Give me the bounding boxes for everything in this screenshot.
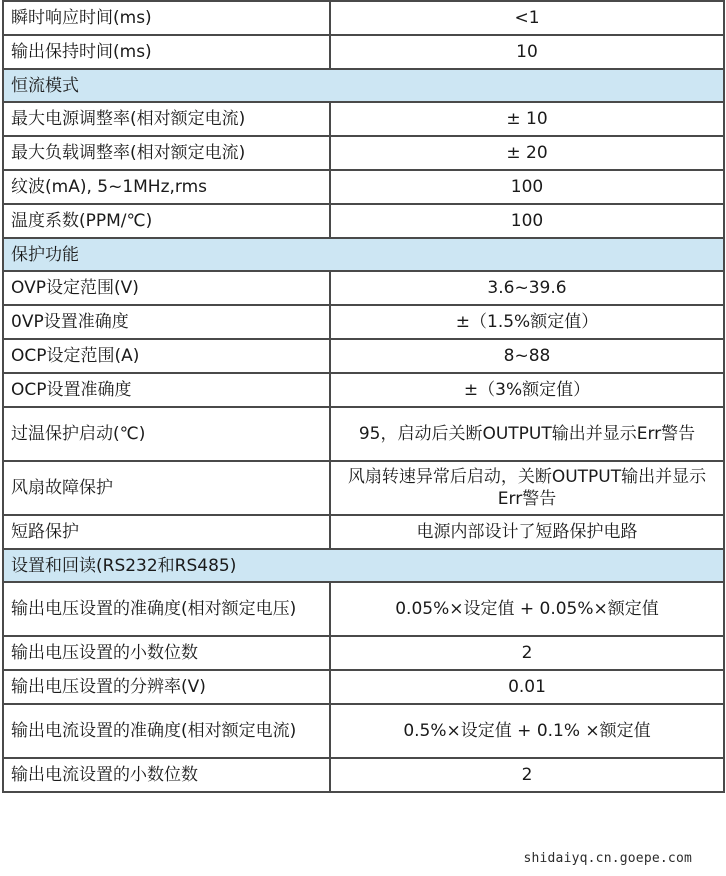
spec-row (3, 515, 724, 549)
spec-row (3, 1, 724, 35)
param-name-cell: 纹波(mA), 5~1MHz,rms (3, 170, 330, 204)
param-name-cell: 风扇故障保护 (3, 461, 330, 515)
spec-row (3, 758, 724, 792)
section-header-row (3, 238, 724, 271)
param-name-cell: 输出电压设置的小数位数 (3, 636, 330, 670)
param-value-cell: ±（3%额定值） (330, 373, 724, 407)
param-name-cell: OCP设定范围(A) (3, 339, 330, 373)
param-name-cell: 过温保护启动(℃) (3, 407, 330, 461)
param-value-cell: 2 (330, 636, 724, 670)
param-value-cell: 100 (330, 204, 724, 238)
spec-row (3, 582, 724, 636)
param-value-cell: ± 20 (330, 136, 724, 170)
section-title: 保护功能 (3, 238, 724, 271)
param-name-cell: 输出电流设置的准确度(相对额定电流) (3, 704, 330, 758)
param-value-cell: 电源内部设计了短路保护电路 (330, 515, 724, 549)
spec-row (3, 373, 724, 407)
param-name-cell: 输出电压设置的分辨率(V) (3, 670, 330, 704)
param-value-cell: 0.01 (330, 670, 724, 704)
spec-row (3, 670, 724, 704)
param-value-cell: 2 (330, 758, 724, 792)
param-value-cell: 100 (330, 170, 724, 204)
param-value-cell: ±（1.5%额定值） (330, 305, 724, 339)
param-value-cell: 0.5%×设定值 + 0.1% ×额定值 (330, 704, 724, 758)
section-title: 恒流模式 (3, 69, 724, 102)
spec-table (2, 0, 725, 793)
param-value-cell: 风扇转速异常后启动，关断OUTPUT输出并显示Err警告 (330, 461, 724, 515)
param-name-cell: 输出电流设置的小数位数 (3, 758, 330, 792)
spec-row (3, 636, 724, 670)
spec-row (3, 35, 724, 69)
spec-table-body (3, 1, 724, 792)
watermark-text: shidaiyq.cn.goepe.com (523, 851, 692, 866)
spec-row (3, 305, 724, 339)
param-value-cell: 0.05%×设定值 + 0.05%×额定值 (330, 582, 724, 636)
param-name-cell: 短路保护 (3, 515, 330, 549)
param-value-cell: 95，启动后关断OUTPUT输出并显示Err警告 (330, 407, 724, 461)
param-name-cell: 最大负载调整率(相对额定电流) (3, 136, 330, 170)
param-name-cell: 温度系数(PPM/℃) (3, 204, 330, 238)
spec-row (3, 102, 724, 136)
spec-row (3, 170, 724, 204)
param-value-cell: 8~88 (330, 339, 724, 373)
param-name-cell: 输出电压设置的准确度(相对额定电压) (3, 582, 330, 636)
spec-row (3, 407, 724, 461)
section-header-row (3, 69, 724, 102)
spec-row (3, 704, 724, 758)
param-value-cell: ± 10 (330, 102, 724, 136)
param-name-cell: OCP设置准确度 (3, 373, 330, 407)
param-name-cell: 最大电源调整率(相对额定电流) (3, 102, 330, 136)
param-value-cell: <1 (330, 1, 724, 35)
spec-row (3, 271, 724, 305)
section-title: 设置和回读(RS232和RS485) (3, 549, 724, 582)
spec-row (3, 136, 724, 170)
spec-row (3, 461, 724, 515)
section-header-row (3, 549, 724, 582)
param-value-cell: 3.6~39.6 (330, 271, 724, 305)
param-value-cell: 10 (330, 35, 724, 69)
param-name-cell: 0VP设置准确度 (3, 305, 330, 339)
param-name-cell: 瞬时响应时间(ms) (3, 1, 330, 35)
spec-row (3, 204, 724, 238)
param-name-cell: OVP设定范围(V) (3, 271, 330, 305)
spec-row (3, 339, 724, 373)
param-name-cell: 输出保持时间(ms) (3, 35, 330, 69)
